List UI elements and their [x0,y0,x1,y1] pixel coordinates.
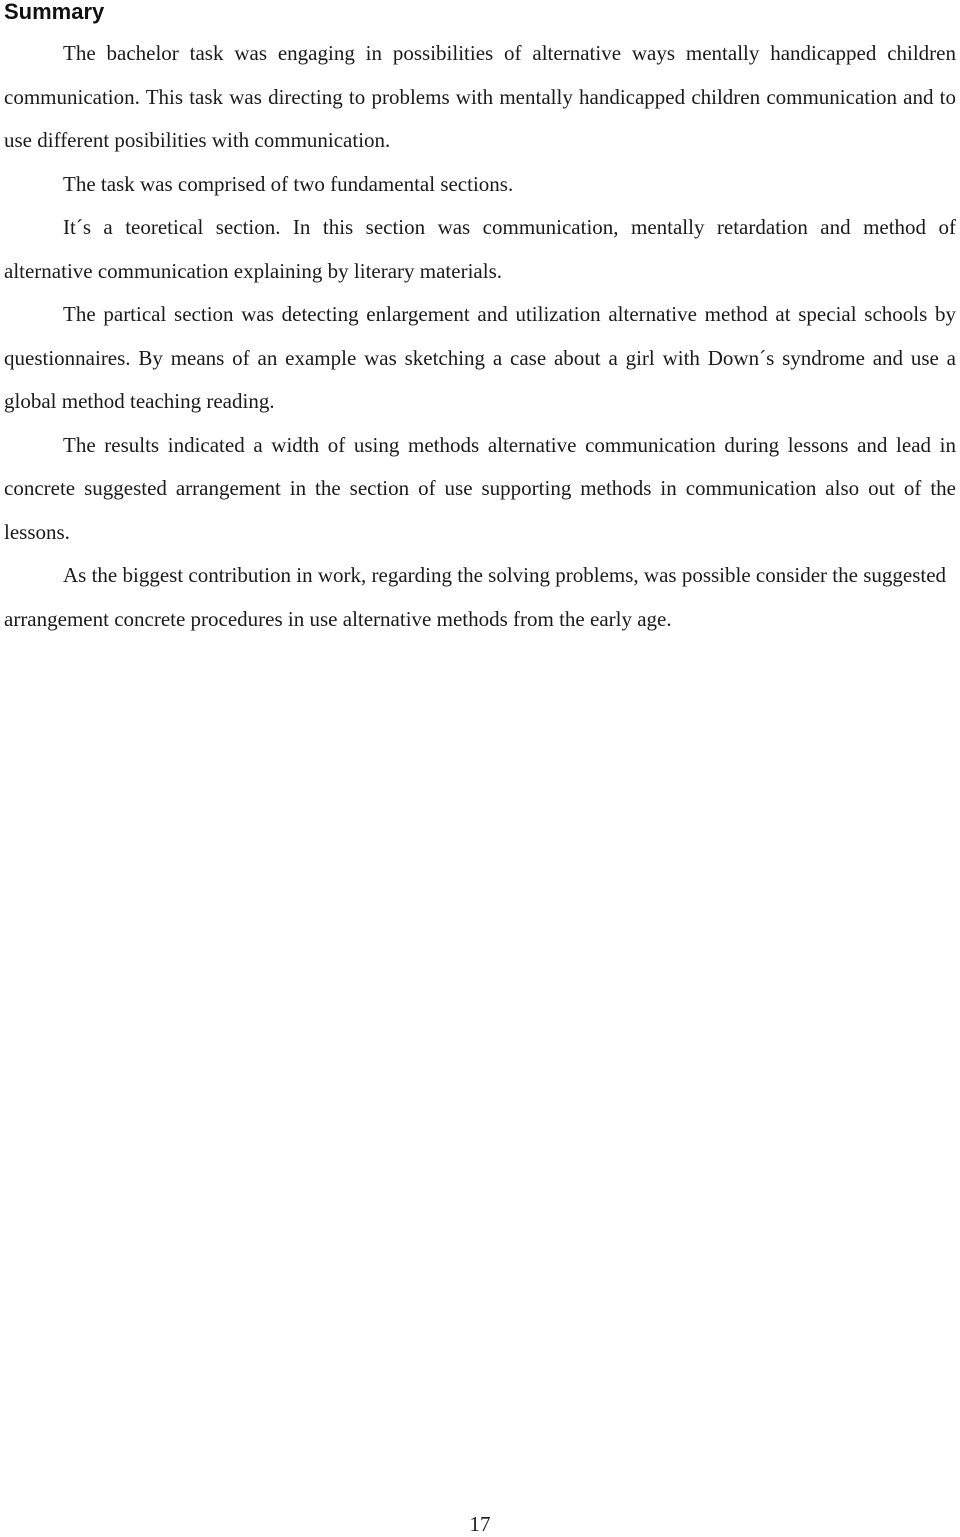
page-number: 17 [469,1512,491,1536]
paragraph-theoretical-section: It´s a teoretical section. In this section was communication, mentally retardation and method of alternative communication explaining by literary materials. [4,215,956,283]
paragraph-task-description: The bachelor task was engaging in possibilities of alternative ways mentally handicapped children communication. This task was directing to problems with mentally handicapped children communication and to use different posibilities with communication. [4,41,956,152]
paragraph-contribution: As the biggest contribution in work, regarding the solving problems, was possible consider the suggested arrangement concrete procedures in use alternative methods from the early age. [4,563,947,631]
paragraph-sections-overview: The task was comprised of two fundamental sections. [63,171,514,196]
summary-body [4,32,956,641]
paragraph-results: The results indicated a width of using methods alternative communication during lessons and lead in concrete suggested arrangement in the section of use supporting methods in communication also out of the lessons. [4,432,956,544]
paragraph-practical-section: The partical section was detecting enlargement and utilization alternative method at special schools by questionnaires. By means of an example was sketching a case about a girl with Down´s syndrome and use a global method teaching reading. [4,302,956,413]
summary-heading: Summary [4,0,105,24]
